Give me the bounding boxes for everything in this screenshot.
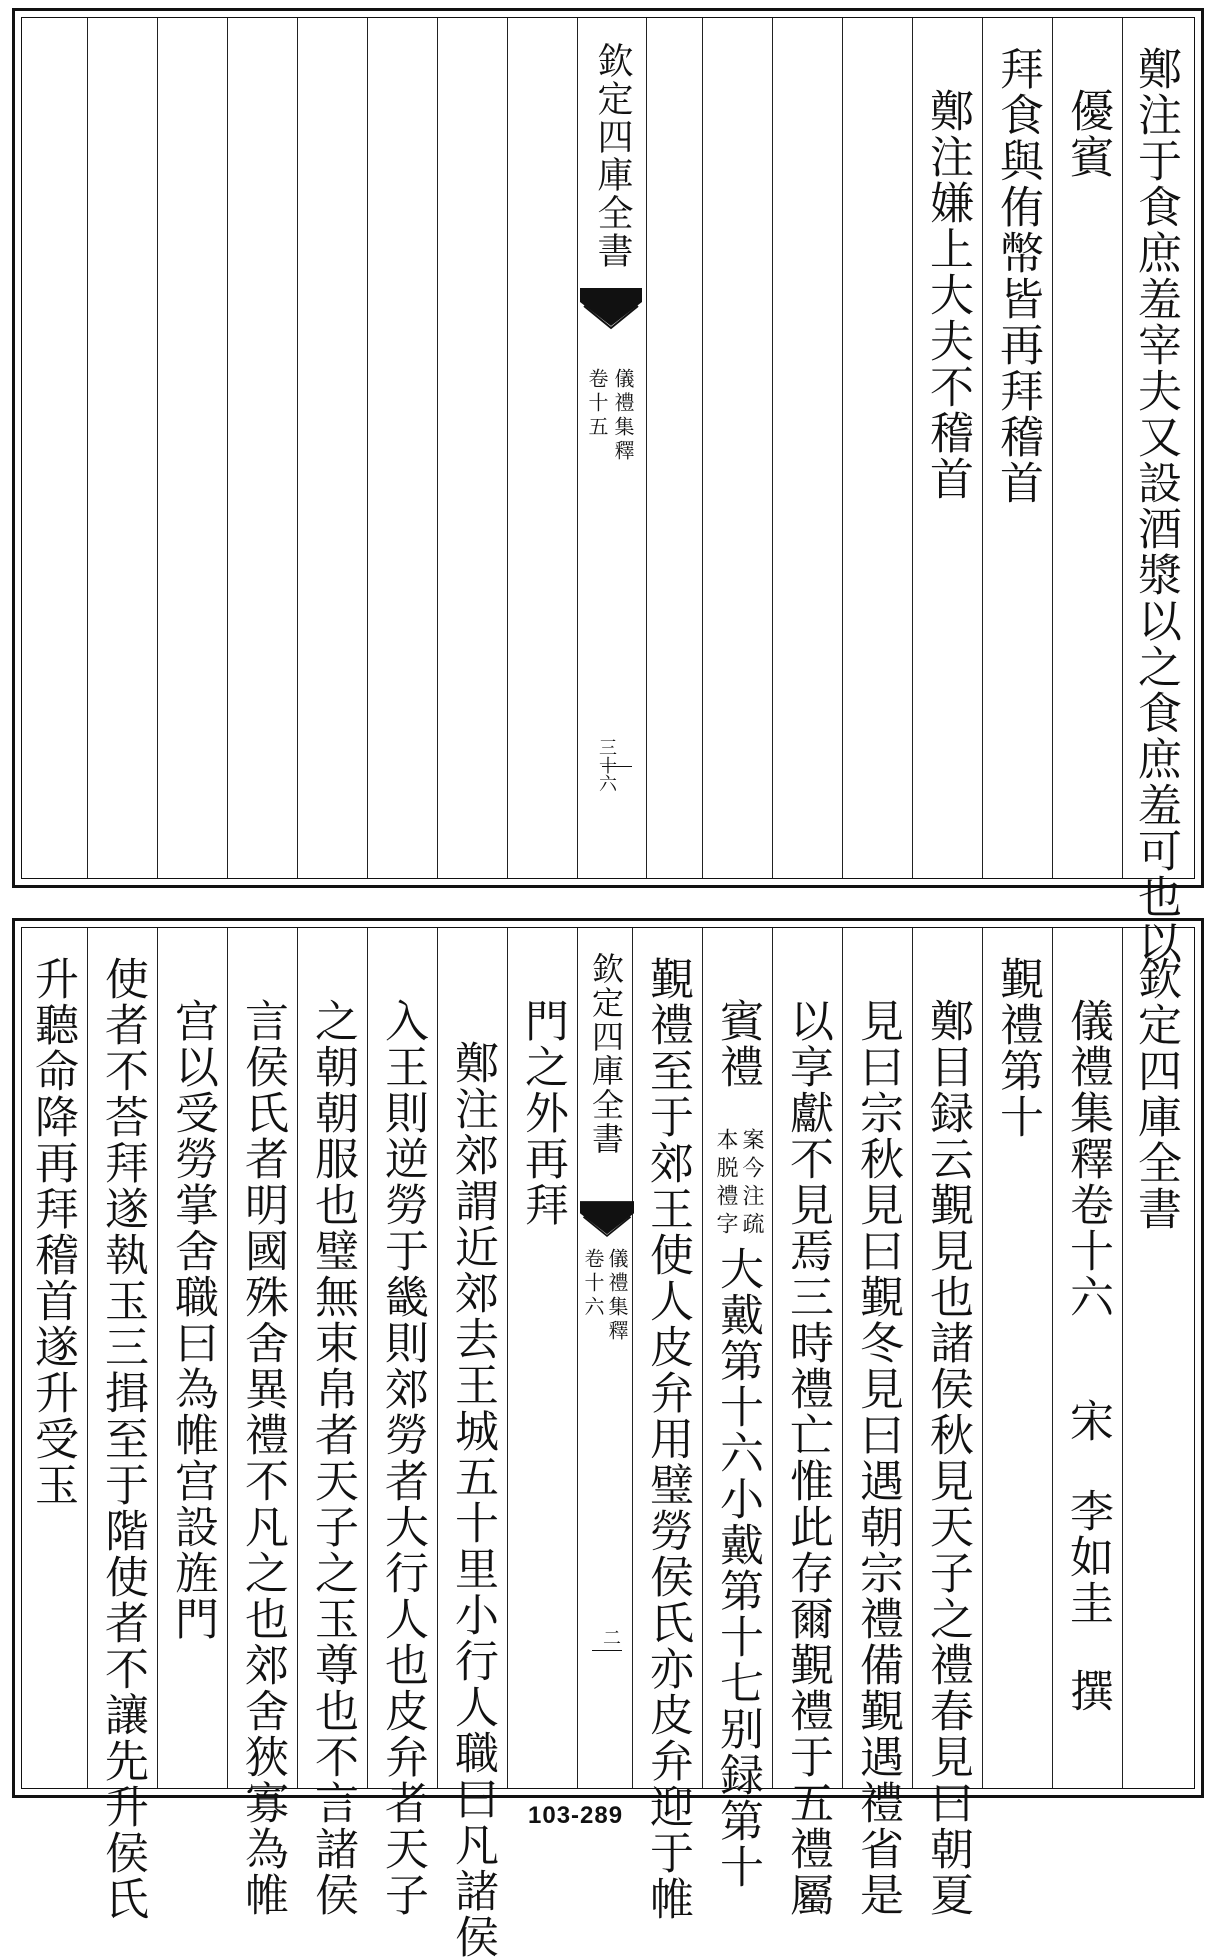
bottom-column-10: 鄭注郊謂近郊去王城五十里小行人職曰凡諸侯 xyxy=(437,928,507,1788)
inline-note-left: 本脱禮字 xyxy=(713,1128,738,1240)
fish-tail-icon xyxy=(580,1198,634,1246)
page-number: 103-289 xyxy=(528,1802,624,1829)
note-lead: 賓禮 xyxy=(712,998,763,1090)
top-column-7 xyxy=(702,18,772,878)
bottom-column-16: 升聽命降再拜稽首遂升受玉 xyxy=(27,956,78,1508)
bottom-banner-page: 二 xyxy=(600,1628,621,1646)
bottom-column-6: 以享獻不見焉三時禮亡惟此存爾覲禮于五禮屬 xyxy=(772,928,842,1788)
top-page xyxy=(12,8,1204,966)
bottom-column-11: 入王則逆勞于畿則郊勞者大行人也皮弁者天子 xyxy=(367,928,437,1788)
author-role: 撰 xyxy=(1062,1668,1113,1714)
bottom-column-8: 覲禮至于郊王使人皮弁用璧勞侯氏亦皮弁迎于帷 xyxy=(632,928,702,1788)
top-column-9 xyxy=(437,18,507,878)
top-column-13 xyxy=(157,18,227,878)
bottom-banner-volume: 卷十六 xyxy=(581,1248,605,1320)
note-rest: 大戴第十六小戴第十七别録第十 xyxy=(712,1246,763,1890)
bottom-banner xyxy=(577,928,633,1788)
top-column-11 xyxy=(297,18,367,878)
top-column-1: 鄭注于食庶羞宰夫又設酒漿以之食庶羞可也以 xyxy=(1122,18,1190,878)
top-page-frame xyxy=(21,17,1195,966)
top-column-8 xyxy=(507,18,577,878)
bottom-column-14: 宫以受勞掌舍職曰為帷宫設旌門 xyxy=(157,928,227,1788)
bottom-column-2: 儀禮集釋卷十六 宋 李如圭 撰 xyxy=(1052,928,1122,1788)
bottom-column-12: 之朝朝服也璧無束帛者天子之玉尊也不言諸侯 xyxy=(297,928,367,1788)
top-banner-title: 欽定四庫全書 xyxy=(592,42,633,270)
top-banner-volume: 卷十五 xyxy=(585,368,609,440)
bottom-banner-book: 儀禮集釋 xyxy=(605,1248,629,1344)
inline-note-right: 案今注疏 xyxy=(739,1128,764,1240)
inline-note xyxy=(707,1128,769,1248)
top-banner xyxy=(577,18,647,878)
top-column-14 xyxy=(87,18,157,878)
bottom-column-7 xyxy=(702,928,772,1890)
bottom-column-9: 門之外再拜 xyxy=(507,928,577,1788)
top-column-2: 優賓 xyxy=(1052,18,1122,878)
bottom-column-4: 鄭目録云覲見也諸侯秋見天子之禮春見曰朝夏 xyxy=(912,928,982,1788)
top-banner-book: 儀禮集釋 xyxy=(611,368,635,464)
top-column-12 xyxy=(227,18,297,878)
top-banner-rule xyxy=(602,766,632,767)
top-column-6 xyxy=(772,18,842,878)
top-column-3: 拜食與侑幣皆再拜稽首 xyxy=(982,18,1052,878)
top-column-5 xyxy=(842,18,912,878)
author-dynasty: 宋 xyxy=(1062,1398,1113,1444)
bottom-column-15: 使者不荅拜遂執玉三揖至于階使者不讓先升侯氏 xyxy=(87,928,157,1788)
top-banner-page: 三十六 xyxy=(596,738,617,792)
bottom-banner-rule xyxy=(592,1650,622,1651)
top-column-4: 鄭注嫌上大夫不稽首 xyxy=(912,18,982,878)
bottom-column-5: 見曰宗秋見曰覲冬見曰遇朝宗禮備覲遇禮省是 xyxy=(842,928,912,1788)
author-name: 李如圭 xyxy=(1062,1488,1113,1626)
top-column-10 xyxy=(367,18,437,878)
bottom-column-13: 言侯氏者明國殊舍異禮不凡之也郊舍狹寡為帷 xyxy=(227,928,297,1788)
fish-tail-icon xyxy=(580,288,642,336)
bottom-banner-title: 欽定四庫全書 xyxy=(587,952,625,1156)
bottom-column-3: 覲禮第十 xyxy=(982,928,1052,1788)
bottom-column-1: 欽定四庫全書 xyxy=(1122,928,1190,1788)
